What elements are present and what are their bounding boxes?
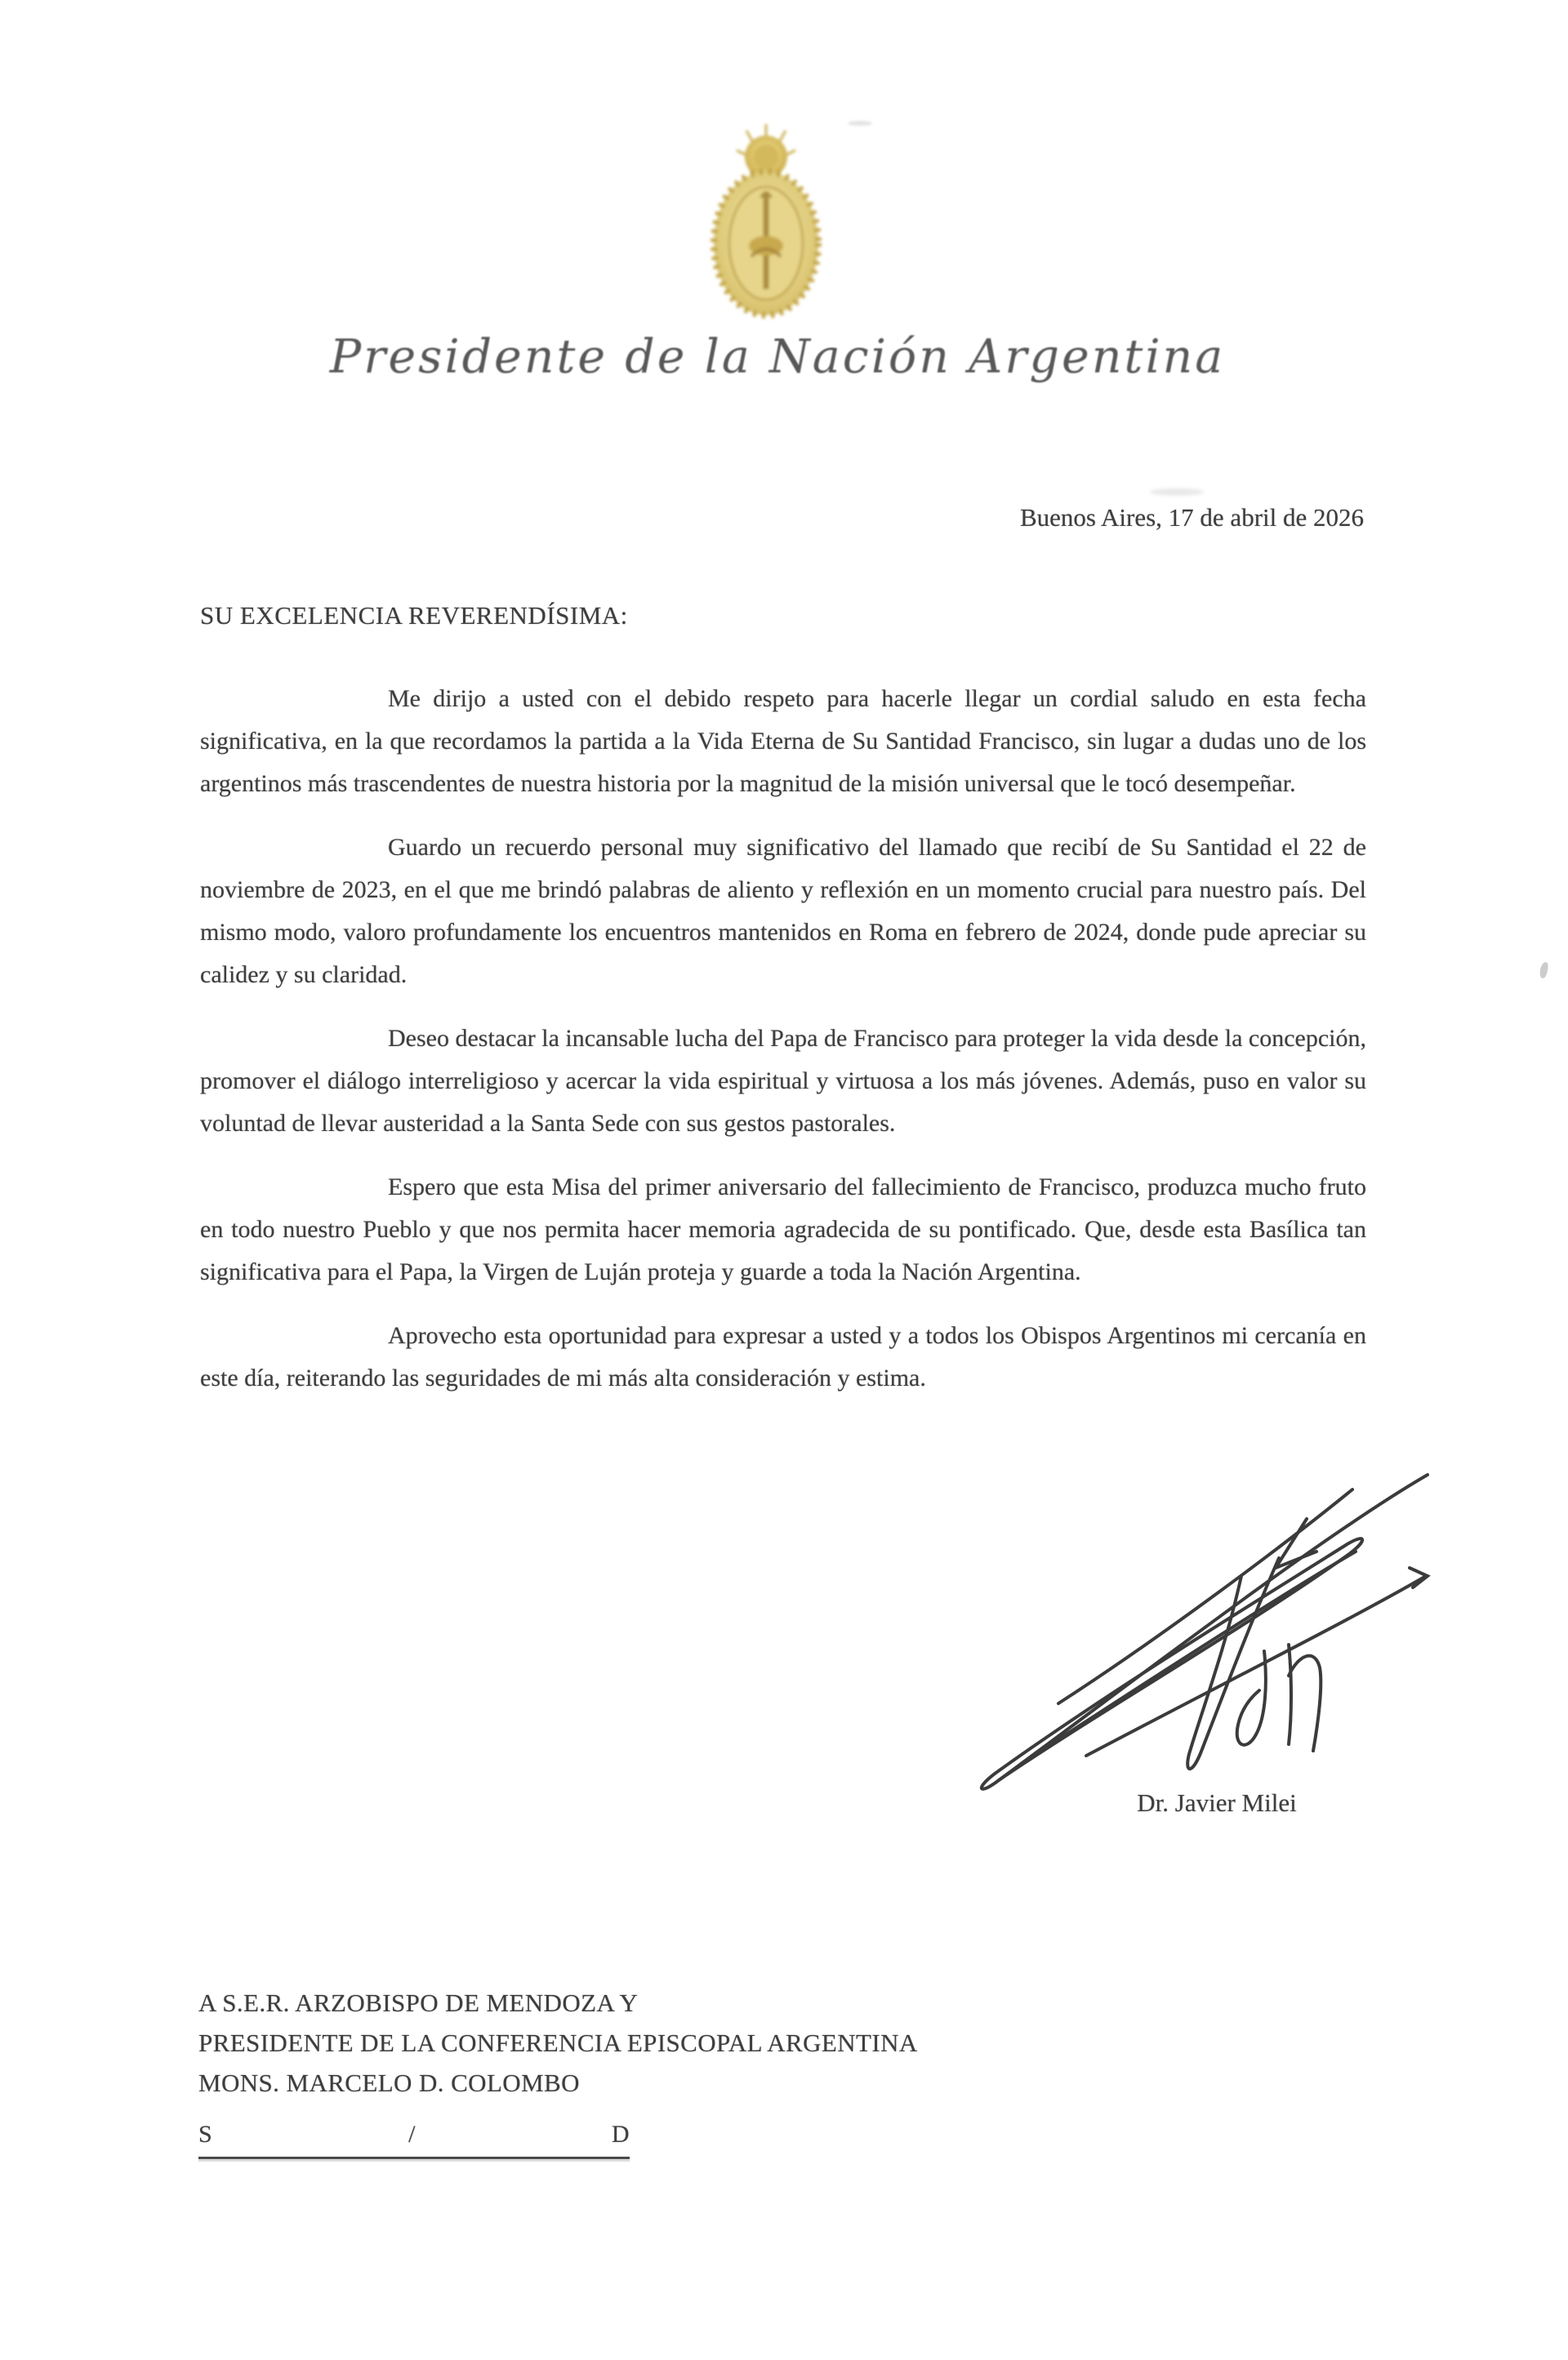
letter-body [200, 601, 1366, 1421]
signer-name: Dr. Javier Milei [1137, 1788, 1297, 1817]
letter-paragraph: Me dirijo a usted con el debido respeto para hacerle llegar un cordial saludo en esta fecha significativa, en la que recordamos la partida a la Vida Eterna de Su Santidad Francisco, sin lugar a dudas uno de los argentinos más trascendentes de nuestra historia por la magnitud de la misión universal que le tocó desempeñar. [200, 685, 1366, 797]
presidential-crest-icon [704, 119, 828, 322]
letter-paragraph: Deseo destacar la incansable lucha del Papa de Francisco para proteger la vida desde la concepción, promover el diálogo interreligioso y acercar la vida espiritual y virtuosa a los más jóvenes. Además, puso en valor su voluntad de llevar austeridad a la Santa Sede con sus gestos pastorales. [200, 1025, 1366, 1137]
handwritten-signature-icon [898, 1470, 1568, 1829]
letter-paragraph: Guardo un recuerdo personal muy significativo del llamado que recibí de Su Santidad el 22 de noviembre de 2023, en el que me brindó palabras de aliento y reflexión en un momento crucial para nuestro país. Del mismo modo, valoro profundamente los encuentros mantenidos en Roma en febrero de 2024, donde pude apreciar su calidez y su claridad. [200, 834, 1366, 988]
scan-artifact [1539, 961, 1548, 978]
despacho-slash: / [408, 2121, 416, 2148]
scan-artifact [848, 121, 872, 126]
letter-paragraph: Aprovecho esta oportunidad para expresar a usted y a todos los Obispos Argentinos mi cercanía en este día, reiterando las seguridades de mi más alta consideración y estima. [200, 1322, 1366, 1392]
recipient-line: MONS. MARCELO D. COLOMBO [198, 2068, 580, 2097]
recipient-line: PRESIDENTE DE LA CONFERENCIA EPISCOPAL ARGENTINA [198, 2028, 918, 2057]
letterhead-script-title: Presidente de la Nación Argentina [329, 330, 1226, 384]
dateline: Buenos Aires, 17 de abril de 2026 [1019, 503, 1364, 532]
despacho-s: S [198, 2121, 213, 2148]
letter-paragraph: Espero que esta Misa del primer aniversario del fallecimiento de Francisco, produzca mucho fruto en todo nuestro Pueblo y que nos permita hacer memoria agradecida de su pontificado. Que, desde esta Basílica tan significativa para el Papa, la Virgen de Luján proteja y guarde a toda la Nación Argentina. [200, 1173, 1366, 1285]
despacho-d: D [611, 2121, 630, 2148]
su-despacho-line [198, 2114, 630, 2159]
recipient-block [198, 1983, 918, 2159]
salutation: SU EXCELENCIA REVERENDÍSIMA: [200, 601, 628, 630]
scan-artifact [1150, 488, 1204, 496]
recipient-line: A S.E.R. ARZOBISPO DE MENDOZA Y [198, 1988, 639, 2017]
